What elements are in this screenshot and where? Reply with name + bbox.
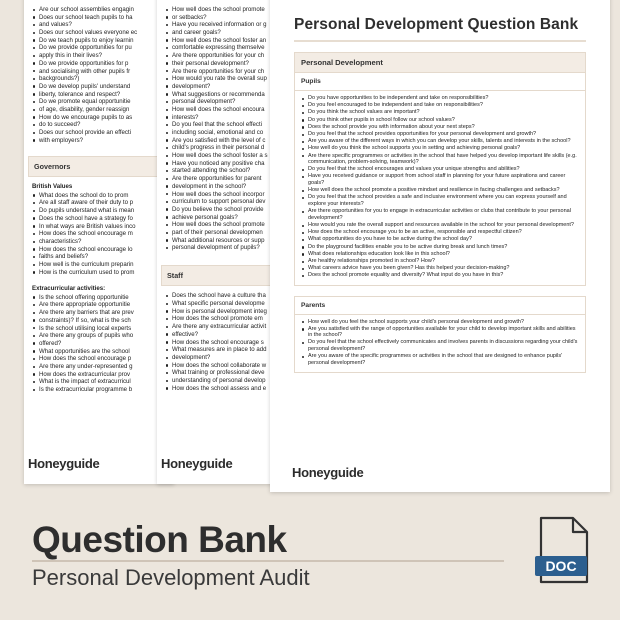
question-item: Do you feel encouraged to be independent and take on responsibilities? (301, 102, 579, 109)
question-item: interests? (165, 114, 299, 121)
question-item: How well do you think the school supports you in setting and achieving personal goals? (301, 145, 579, 152)
question-item: personal development? (165, 98, 299, 105)
question-item: Are there opportunities for parent (165, 175, 299, 182)
question-item: Does the school have a culture tha (165, 292, 299, 299)
question-item: What does the school do to prom (32, 192, 166, 199)
question-item: achieve personal goals? (165, 214, 299, 221)
question-item: part of their personal developmen (165, 229, 299, 236)
question-item: Are you satisfied with the range of opportunities available for your child to develop important skills and abilities in the school? (301, 326, 579, 339)
question-item: Are there any barriers that are prev (32, 309, 166, 316)
question-item: Are there any extracurricular activit (165, 323, 299, 330)
honeyguide-logo: Honeyguide (28, 456, 100, 471)
question-item: How does the school collaborate w (165, 362, 299, 369)
question-item: How does the school encourage m (32, 230, 166, 237)
question-item: Do we provide opportunities for p (32, 60, 166, 67)
question-item: do to succeed? (32, 121, 166, 128)
question-item: In what ways are British values inco (32, 223, 166, 230)
subheading-extracurricular: Extracurricular activities: (32, 284, 106, 292)
question-item: constraints)? If so, what is the sch (32, 317, 166, 324)
question-item: Have you noticed any positive cha (165, 160, 299, 167)
question-item: Is the school utilising local experts (32, 325, 166, 332)
question-item: How does the school encourage p (32, 355, 166, 362)
question-item: Does our school teach pupils to ha (32, 14, 166, 21)
doc-badge-label: DOC (545, 558, 577, 574)
title-divider (32, 560, 504, 562)
question-item: What measures are in place to add (165, 346, 299, 353)
question-item: Are you aware of the different ways in which you can develop your skills, talents and interests in the school? (301, 138, 579, 145)
question-item: How well does the school foster an (165, 37, 299, 44)
question-item: How well do you feel the school supports your child's personal development and growth? (301, 319, 579, 326)
question-item: How does the extracurricular prov (32, 371, 166, 378)
question-item: Do we provide opportunities for pu (32, 44, 166, 51)
question-item: development in the school? (165, 183, 299, 190)
question-item: How does the school encourage lo (32, 246, 166, 253)
question-item: Do you feel that the school effectively communicates and involves parents in discussions regarding your child's personal development? (301, 339, 579, 352)
question-item: What does relationships education look like in this school? (301, 251, 579, 258)
question-item: Do you feel that the school encourages and values your unique strengths and abilities? (301, 166, 579, 173)
question-item: Are our school assemblies engagin (32, 6, 166, 13)
question-item: What opportunities are the school (32, 348, 166, 355)
question-item: How is the curriculum used to prom (32, 269, 166, 276)
question-list (32, 192, 166, 276)
question-item: offered? (32, 340, 166, 347)
question-item: Are healthy relationships promoted in school? How? (301, 258, 579, 265)
product-subtitle: Personal Development Audit (32, 565, 310, 590)
question-item: faiths and beliefs? (32, 253, 166, 260)
question-item: What suggestions or recommenda (165, 91, 299, 98)
question-item: Do you feel that the school provides opportunities for your personal development and growth? (301, 131, 579, 138)
question-item: Do we teach pupils to enjoy learnin (32, 37, 166, 44)
question-item: Have you received guidance or support from school staff in planning for your future aspirations and career goals? (301, 173, 579, 186)
question-item: What additional resources or supp (165, 237, 299, 244)
question-item: curriculum to support personal dev (165, 198, 299, 205)
question-item: Does our school provide an effecti (32, 129, 166, 136)
question-item: with employers? (32, 137, 166, 144)
question-item: How well does the school promote (165, 6, 299, 13)
document-page-3 (270, 0, 610, 492)
question-item: Are there any under-represented g (32, 363, 166, 370)
question-item: What opportunities do you have to be active during the school day? (301, 236, 579, 243)
question-item: including social, emotional and co (165, 129, 299, 136)
question-item: Do you think other pupils in school follow our school values? (301, 117, 579, 124)
question-item: Are there any groups of pupils who (32, 332, 166, 339)
document-page-1 (24, 0, 174, 484)
question-item: development? (165, 83, 299, 90)
question-list (32, 294, 166, 393)
question-item: Are you aware of the specific programmes or activities in the school that are designed to enhance pupils' personal development? (301, 353, 579, 366)
question-item: How well does the school promote a positive mindset and resilience in facing challenges and setbacks? (301, 187, 579, 194)
question-item: Are there appropriate opportunitie (32, 301, 166, 308)
question-item: Do the playground facilities enable you to be active during break and lunch times? (301, 244, 579, 251)
question-item: How do we encourage pupils to as (32, 114, 166, 121)
question-item: apply this in their lives? (32, 52, 166, 59)
question-item: Does the school promote equality and diversity? What input do you have in this? (301, 272, 579, 279)
question-item: and values? (32, 21, 166, 28)
question-item: How does the school promote em (165, 315, 299, 322)
question-item: What is the impact of extracurricul (32, 378, 166, 385)
question-item: Does the school provide you with information about your next steps? (301, 124, 579, 131)
question-item: or setbacks? (165, 14, 299, 21)
question-item: How well does the school foster a s (165, 152, 299, 159)
question-item: their personal development? (165, 60, 299, 67)
question-item: comfortable expressing themselve (165, 44, 299, 51)
doc-file-icon (535, 516, 591, 586)
question-item: Do we promote equal opportunitie (32, 98, 166, 105)
question-list (32, 6, 166, 144)
question-item: Are there opportunities for your ch (165, 68, 299, 75)
question-item: How well is the curriculum preparin (32, 261, 166, 268)
question-item: How well does the school incorpor (165, 191, 299, 198)
section-heading-staff: Staff (161, 265, 303, 286)
question-list (301, 319, 579, 367)
question-item: Are there opportunities for you to engage in extracurricular activities or clubs that contribute to your personal development? (301, 208, 579, 221)
honeyguide-logo: Honeyguide (161, 456, 233, 471)
question-list (301, 95, 579, 279)
section-heading-governors: Governors (28, 156, 170, 177)
subheading-pupils: Pupils (295, 73, 585, 91)
question-item: What careers advice have you been given? Has this helped your decision-making? (301, 265, 579, 272)
question-item: How would you rate the overall support and resources available in the school for your personal development? (301, 222, 579, 229)
question-item: How does the school assess and e (165, 385, 299, 392)
question-item: effective? (165, 331, 299, 338)
question-item: Do you believe the school provide (165, 206, 299, 213)
question-item: Is the school offering opportunitie (32, 294, 166, 301)
section-box-personal-development (294, 52, 586, 286)
product-title: Question Bank (32, 519, 287, 560)
question-item: backgrounds?) (32, 75, 166, 82)
question-item: Do we develop pupils' understand (32, 83, 166, 90)
question-item: Are you satisfied with the level of c (165, 137, 299, 144)
question-item: started attending the school? (165, 167, 299, 174)
question-item: How well does the school encoura (165, 106, 299, 113)
question-item: How does the school encourage s (165, 339, 299, 346)
subheading-parents: Parents (295, 297, 585, 315)
question-item: How is personal development integ (165, 308, 299, 315)
question-item: Does the school have a strategy fo (32, 215, 166, 222)
question-item: Does our school values everyone ec (32, 29, 166, 36)
honeyguide-logo: Honeyguide (292, 465, 364, 480)
question-item: Have you received information or g (165, 21, 299, 28)
question-item: development? (165, 354, 299, 361)
question-item: child's progress in their personal d (165, 144, 299, 151)
question-item: characteristics? (32, 238, 166, 245)
question-item: and socialising with other pupils fr (32, 68, 166, 75)
question-item: Do you have opportunities to be independent and take on responsibilities? (301, 95, 579, 102)
question-item: Do you feel that the school effecti (165, 121, 299, 128)
question-item: What specific personal developme (165, 300, 299, 307)
question-item: What training or professional deve (165, 369, 299, 376)
section-heading-personal-development: Personal Development (295, 53, 585, 73)
question-item: Are there specific programmes or activities in the school that have helped you develop important life skills (e.g. communication, problem-solving, teamwork)? (301, 153, 579, 166)
subheading-british-values: British Values (32, 182, 73, 190)
question-item: understanding of personal develop (165, 377, 299, 384)
question-item: Are all staff aware of their duty to p (32, 199, 166, 206)
section-box-parents (294, 296, 586, 374)
question-item: Are there opportunities for your ch (165, 52, 299, 59)
question-item: personal development of pupils? (165, 244, 299, 251)
question-item: Is the extracurricular programme b (32, 386, 166, 393)
question-item: How well does the school promote (165, 221, 299, 228)
question-item: and career goals? (165, 29, 299, 36)
question-item: Do you feel that the school provides a safe and inclusive environment where you can express yourself and explore your interests? (301, 194, 579, 207)
document-title: Personal Development Question Bank (294, 16, 586, 42)
question-item: How would you rate the overall sup (165, 75, 299, 82)
question-item: Do you think the school values are important? (301, 109, 579, 116)
question-item: Do pupils understand what is mean (32, 207, 166, 214)
question-item: liberty, tolerance and respect? (32, 91, 166, 98)
question-item: How does the school encourage you to be an active, responsible and respectful citizen? (301, 229, 579, 236)
question-item: of age, disability, gender reassign (32, 106, 166, 113)
